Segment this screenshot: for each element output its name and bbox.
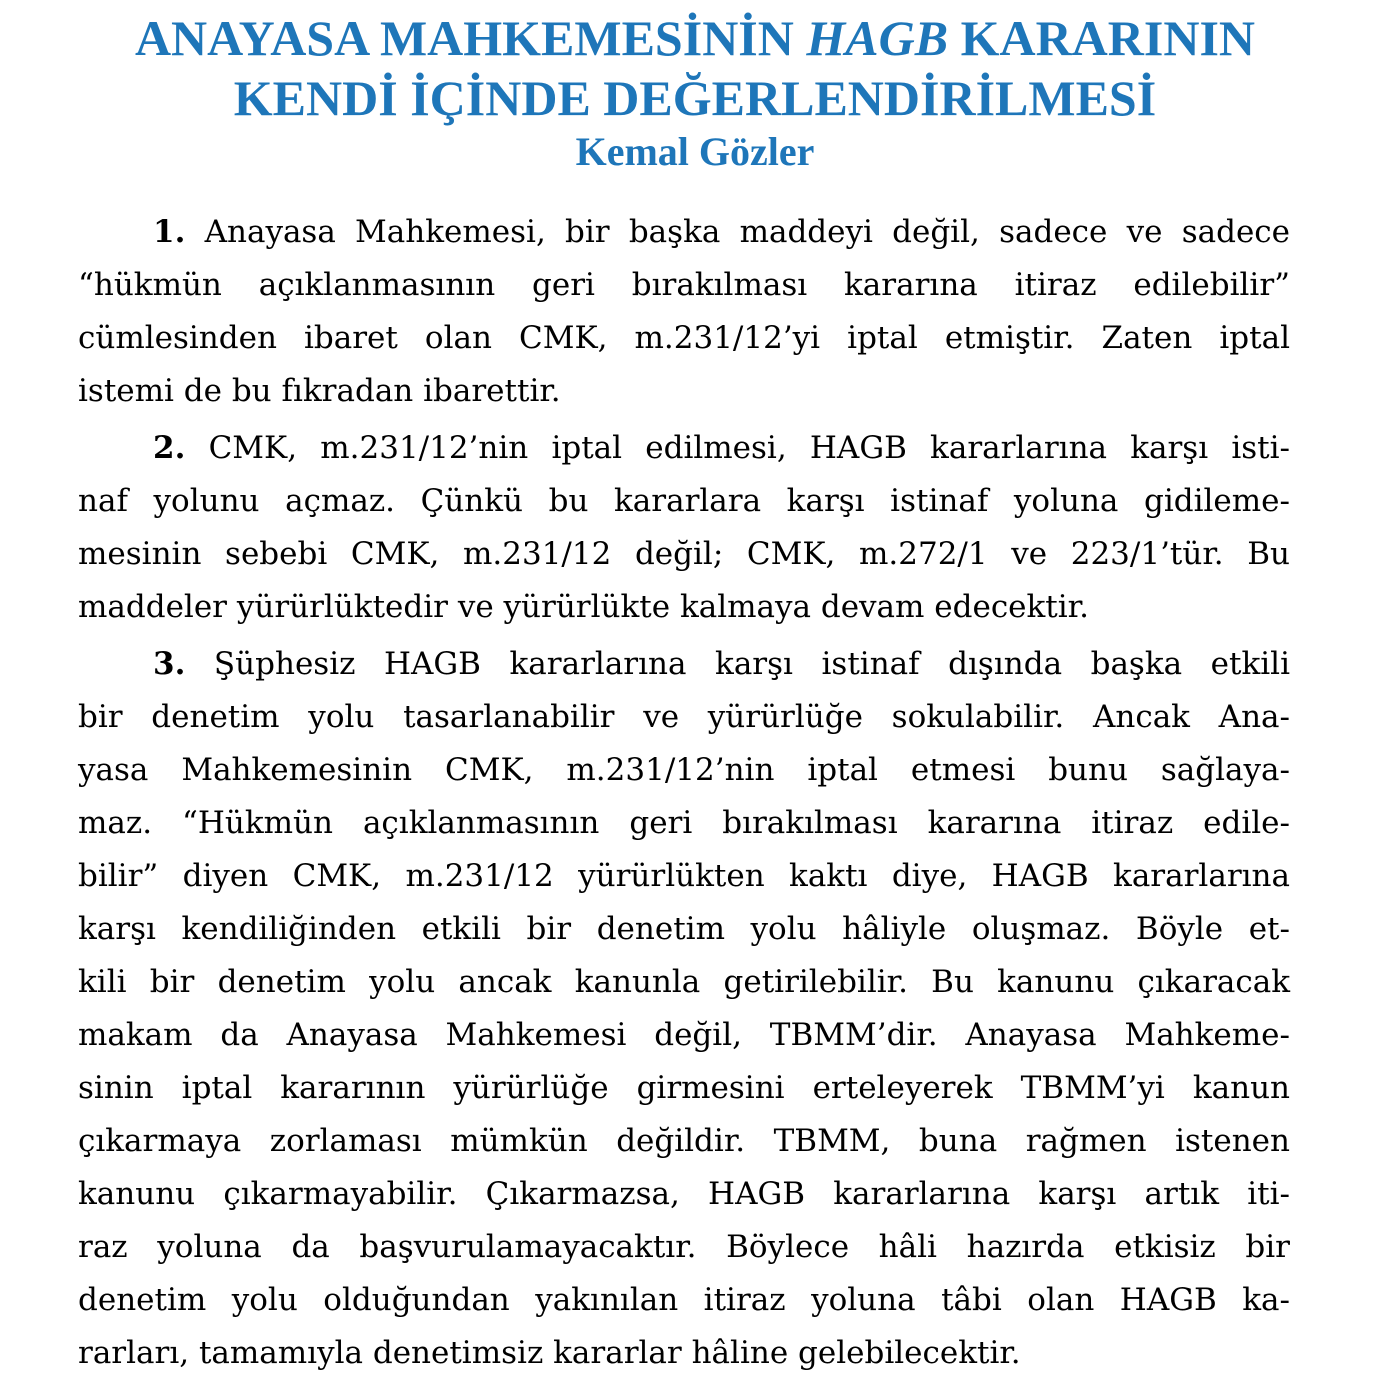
paragraph-1-line-1 bbox=[78, 206, 1290, 259]
title-italic-abbreviation: HAGB bbox=[806, 10, 949, 66]
paragraph-2-line-2: naf yolunu açmaz. Çünkü bu kararlara karşı istinaf yoluna gidileme- bbox=[78, 483, 1290, 519]
paragraph-2 bbox=[78, 422, 1290, 634]
paragraph-3-line-13: denetim yolu olduğundan yakınılan itiraz yoluna tâbi olan HAGB ka- bbox=[78, 1282, 1290, 1318]
paragraph-3-line-14: rarları, tamamıyla denetimsiz kararlar hâline gelebilecektir. bbox=[78, 1335, 1021, 1371]
paragraph-3-line-11: kanunu çıkarmayabilir. Çıkarmazsa, HAGB kararlarına karşı artık iti- bbox=[78, 1176, 1290, 1212]
paragraph-3 bbox=[78, 638, 1290, 1380]
paragraph-2-line-4: maddeler yürürlüktedir ve yürürlükte kalmaya devam edecektir. bbox=[78, 589, 1089, 625]
document-body bbox=[0, 206, 1390, 1380]
paragraph-2-line-1 bbox=[78, 422, 1290, 475]
title-line-1 bbox=[0, 8, 1390, 68]
paragraph-3-line-7: kili bir denetim yolu ancak kanunla getirilebilir. Bu kanunu çıkaracak bbox=[78, 964, 1290, 1000]
paragraph-2-line-1-text: CMK, m.231/12’nin iptal edilmesi, HAGB kararlarına karşı isti- bbox=[185, 430, 1290, 466]
paragraph-3-line-1 bbox=[78, 638, 1290, 691]
paragraph-2-line-3: mesinin sebebi CMK, m.231/12 değil; CMK, m.272/1 ve 223/1’tür. Bu bbox=[78, 536, 1290, 572]
paragraph-1 bbox=[78, 206, 1290, 418]
paragraph-3-line-6: karşı kendiliğinden etkili bir denetim yolu hâliyle oluşmaz. Böyle et- bbox=[78, 911, 1290, 947]
paragraph-3-line-2: bir denetim yolu tasarlanabilir ve yürürlüğe sokulabilir. Ancak Ana- bbox=[78, 699, 1290, 735]
paragraph-3-line-12: raz yoluna da başvurulamayacaktır. Böylece hâli hazırda etkisiz bir bbox=[78, 1229, 1290, 1265]
paragraph-1-line-1-text: Anayasa Mahkemesi, bir başka maddeyi değil, sadece ve sadece bbox=[185, 214, 1290, 250]
title-line-2: KENDİ İÇİNDE DEĞERLENDİRİLMESİ bbox=[233, 70, 1157, 126]
paragraph-3-line-3: yasa Mahkemesinin CMK, m.231/12’nin iptal etmesi bunu sağlaya- bbox=[78, 752, 1290, 788]
paragraph-3-line-5: bilir” diyen CMK, m.231/12 yürürlükten kaktı diye, HAGB kararlarına bbox=[78, 858, 1290, 894]
paragraph-3-line-10: çıkarmaya zorlaması mümkün değildir. TBMM, buna rağmen istenen bbox=[78, 1123, 1290, 1159]
paragraph-3-line-9: sinin iptal kararının yürürlüğe girmesini erteleyerek TBMM’yi kanun bbox=[78, 1070, 1290, 1106]
paragraph-3-line-8: makam da Anayasa Mahkemesi değil, TBMM’dir. Anayasa Mahkeme- bbox=[78, 1017, 1290, 1053]
author-name: Kemal Gözler bbox=[575, 129, 815, 174]
paragraph-1-number: 1. bbox=[153, 214, 186, 250]
paragraph-1-line-3: cümlesinden ibaret olan CMK, m.231/12’yi iptal etmiştir. Zaten iptal bbox=[78, 320, 1290, 356]
title-text-pre: ANAYASA MAHKEMESİNİN bbox=[134, 10, 807, 66]
paragraph-1-line-2: “hükmün açıklanmasının geri bırakılması kararına itiraz edilebilir” bbox=[78, 267, 1290, 303]
paragraph-3-line-1-text: Şüphesiz HAGB kararlarına karşı istinaf dışında başka etkili bbox=[185, 646, 1290, 682]
paragraph-3-number: 3. bbox=[153, 646, 186, 682]
document-title bbox=[0, 8, 1390, 128]
paragraph-2-number: 2. bbox=[153, 430, 186, 466]
paragraph-1-line-4: istemi de bu fıkradan ibarettir. bbox=[78, 373, 561, 409]
title-text-post: KARARININ bbox=[948, 10, 1256, 66]
paragraph-3-line-4: maz. “Hükmün açıklanmasının geri bırakılması kararına itiraz edile- bbox=[78, 805, 1290, 841]
